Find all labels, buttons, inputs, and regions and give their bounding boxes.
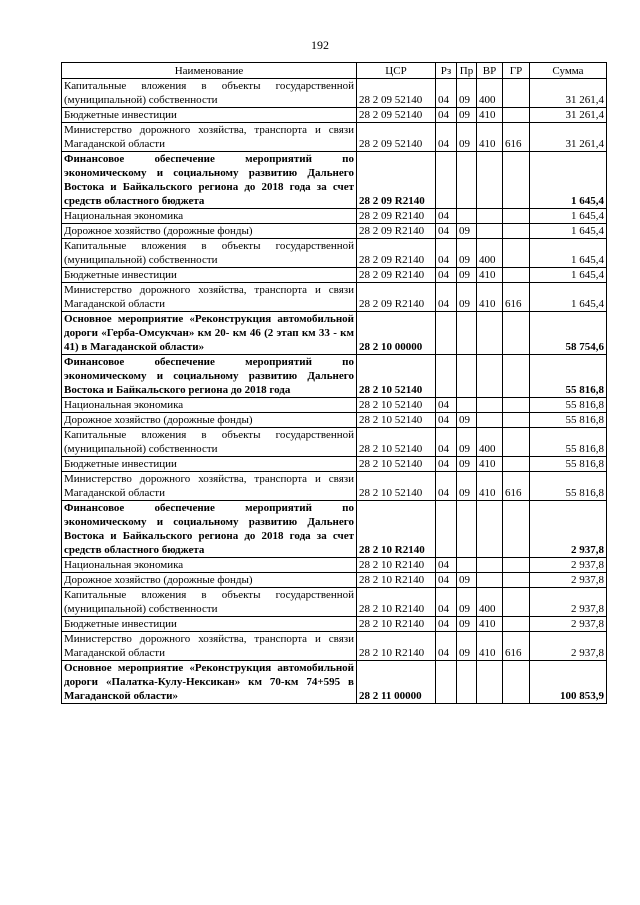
cell-sum: 1 645,4 — [530, 224, 607, 239]
table-row — [62, 355, 607, 398]
table-header-row — [62, 63, 607, 79]
cell-vr — [477, 398, 503, 413]
cell-vr — [477, 413, 503, 428]
cell-gr — [503, 413, 530, 428]
cell-vr: 400 — [477, 588, 503, 617]
cell-name: Финансовое обеспечение мероприятий по экономическому и социальному развитию Дальнего Востока и Байкальского региона до 2018 года за счет средств областного бюджета — [62, 501, 357, 558]
cell-pr: 09 — [457, 588, 477, 617]
cell-rz — [436, 152, 457, 209]
cell-pr — [457, 398, 477, 413]
cell-rz: 04 — [436, 573, 457, 588]
table-row — [62, 632, 607, 661]
cell-rz: 04 — [436, 617, 457, 632]
cell-name: Капитальные вложения в объекты государственной (муниципальной) собственности — [62, 239, 357, 268]
cell-sum: 55 816,8 — [530, 355, 607, 398]
cell-rz: 04 — [436, 472, 457, 501]
cell-vr: 400 — [477, 428, 503, 457]
cell-csr: 28 2 10 52140 — [357, 413, 436, 428]
cell-csr: 28 2 09 52140 — [357, 108, 436, 123]
cell-pr: 09 — [457, 239, 477, 268]
cell-rz: 04 — [436, 239, 457, 268]
cell-pr — [457, 312, 477, 355]
cell-sum: 55 816,8 — [530, 472, 607, 501]
cell-pr: 09 — [457, 268, 477, 283]
table-row — [62, 472, 607, 501]
header-sum: Сумма — [530, 63, 607, 79]
cell-vr — [477, 355, 503, 398]
cell-csr: 28 2 09 R2140 — [357, 224, 436, 239]
cell-vr: 410 — [477, 457, 503, 472]
cell-name: Дорожное хозяйство (дорожные фонды) — [62, 413, 357, 428]
cell-csr: 28 2 09 R2140 — [357, 152, 436, 209]
cell-sum: 55 816,8 — [530, 413, 607, 428]
cell-pr — [457, 152, 477, 209]
cell-rz: 04 — [436, 123, 457, 152]
table-row — [62, 501, 607, 558]
cell-gr — [503, 209, 530, 224]
cell-name: Дорожное хозяйство (дорожные фонды) — [62, 573, 357, 588]
cell-csr: 28 2 10 R2140 — [357, 573, 436, 588]
cell-rz: 04 — [436, 428, 457, 457]
cell-csr: 28 2 10 52140 — [357, 355, 436, 398]
cell-gr — [503, 457, 530, 472]
cell-rz: 04 — [436, 268, 457, 283]
cell-vr — [477, 312, 503, 355]
table-row — [62, 617, 607, 632]
cell-rz — [436, 661, 457, 704]
cell-name: Национальная экономика — [62, 209, 357, 224]
cell-gr: 616 — [503, 123, 530, 152]
cell-csr: 28 2 09 R2140 — [357, 209, 436, 224]
cell-pr — [457, 558, 477, 573]
cell-vr: 410 — [477, 617, 503, 632]
cell-name: Капитальные вложения в объекты государственной (муниципальной) собственности — [62, 428, 357, 457]
cell-csr: 28 2 10 52140 — [357, 472, 436, 501]
cell-csr: 28 2 11 00000 — [357, 661, 436, 704]
cell-gr — [503, 501, 530, 558]
cell-pr: 09 — [457, 413, 477, 428]
cell-gr — [503, 152, 530, 209]
cell-name: Министерство дорожного хозяйства, транспорта и связи Магаданской области — [62, 472, 357, 501]
cell-gr: 616 — [503, 283, 530, 312]
cell-rz: 04 — [436, 558, 457, 573]
table-row — [62, 224, 607, 239]
cell-name: Бюджетные инвестиции — [62, 268, 357, 283]
cell-sum: 58 754,6 — [530, 312, 607, 355]
cell-pr: 09 — [457, 108, 477, 123]
cell-name: Капитальные вложения в объекты государственной (муниципальной) собственности — [62, 588, 357, 617]
cell-sum: 100 853,9 — [530, 661, 607, 704]
header-gr: ГР — [503, 63, 530, 79]
cell-csr: 28 2 09 52140 — [357, 123, 436, 152]
cell-sum: 2 937,8 — [530, 573, 607, 588]
cell-gr — [503, 428, 530, 457]
table-row — [62, 413, 607, 428]
cell-rz: 04 — [436, 108, 457, 123]
cell-rz: 04 — [436, 79, 457, 108]
table-row — [62, 79, 607, 108]
cell-gr — [503, 239, 530, 268]
cell-pr: 09 — [457, 573, 477, 588]
cell-sum: 1 645,4 — [530, 283, 607, 312]
cell-gr — [503, 573, 530, 588]
cell-gr — [503, 108, 530, 123]
cell-csr: 28 2 09 R2140 — [357, 268, 436, 283]
cell-csr: 28 2 10 52140 — [357, 398, 436, 413]
cell-name: Основное мероприятие «Реконструкция автомобильной дороги «Герба-Омсукчан» км 20- км 46 (2 этап км 33 - км 41) в Магаданской области» — [62, 312, 357, 355]
cell-sum: 2 937,8 — [530, 558, 607, 573]
table-row — [62, 209, 607, 224]
header-name: Наименование — [62, 63, 357, 79]
cell-vr — [477, 501, 503, 558]
table-row — [62, 573, 607, 588]
cell-rz: 04 — [436, 209, 457, 224]
cell-name: Основное мероприятие «Реконструкция автомобильной дороги «Палатка-Кулу-Нексикан» км 70-км 74+595 в Магаданской области» — [62, 661, 357, 704]
table-row — [62, 457, 607, 472]
cell-rz: 04 — [436, 457, 457, 472]
cell-pr — [457, 501, 477, 558]
cell-gr — [503, 588, 530, 617]
cell-rz — [436, 501, 457, 558]
table-body — [62, 79, 607, 704]
cell-rz — [436, 355, 457, 398]
cell-pr: 09 — [457, 428, 477, 457]
page-number: 192 — [311, 38, 329, 52]
cell-csr: 28 2 10 R2140 — [357, 501, 436, 558]
cell-name: Капитальные вложения в объекты государственной (муниципальной) собственности — [62, 79, 357, 108]
cell-sum: 2 937,8 — [530, 588, 607, 617]
cell-pr: 09 — [457, 617, 477, 632]
table-row — [62, 661, 607, 704]
cell-gr — [503, 79, 530, 108]
cell-pr: 09 — [457, 123, 477, 152]
cell-rz: 04 — [436, 398, 457, 413]
cell-vr: 400 — [477, 79, 503, 108]
cell-pr: 09 — [457, 457, 477, 472]
cell-sum: 2 937,8 — [530, 632, 607, 661]
cell-csr: 28 2 10 R2140 — [357, 588, 436, 617]
cell-pr — [457, 355, 477, 398]
cell-pr: 09 — [457, 283, 477, 312]
cell-vr — [477, 224, 503, 239]
cell-sum: 1 645,4 — [530, 209, 607, 224]
cell-gr — [503, 398, 530, 413]
cell-rz: 04 — [436, 413, 457, 428]
cell-name: Национальная экономика — [62, 558, 357, 573]
cell-pr: 09 — [457, 224, 477, 239]
cell-vr — [477, 209, 503, 224]
cell-vr — [477, 152, 503, 209]
cell-gr — [503, 558, 530, 573]
cell-csr: 28 2 10 R2140 — [357, 558, 436, 573]
header-rz: Рз — [436, 63, 457, 79]
cell-gr — [503, 355, 530, 398]
cell-sum: 1 645,4 — [530, 268, 607, 283]
cell-rz: 04 — [436, 283, 457, 312]
cell-name: Дорожное хозяйство (дорожные фонды) — [62, 224, 357, 239]
cell-vr — [477, 661, 503, 704]
cell-gr: 616 — [503, 472, 530, 501]
cell-vr: 410 — [477, 283, 503, 312]
cell-name: Бюджетные инвестиции — [62, 617, 357, 632]
cell-vr: 410 — [477, 108, 503, 123]
cell-gr: 616 — [503, 632, 530, 661]
cell-vr: 410 — [477, 472, 503, 501]
table-row — [62, 558, 607, 573]
cell-sum: 31 261,4 — [530, 123, 607, 152]
cell-gr — [503, 224, 530, 239]
cell-rz: 04 — [436, 224, 457, 239]
cell-csr: 28 2 10 52140 — [357, 428, 436, 457]
cell-name: Бюджетные инвестиции — [62, 457, 357, 472]
cell-vr: 410 — [477, 268, 503, 283]
cell-name: Министерство дорожного хозяйства, транспорта и связи Магаданской области — [62, 123, 357, 152]
cell-name: Финансовое обеспечение мероприятий по экономическому и социальному развитию Дальнего Востока и Байкальского региона до 2018 года — [62, 355, 357, 398]
cell-sum: 2 937,8 — [530, 501, 607, 558]
cell-gr — [503, 661, 530, 704]
cell-pr: 09 — [457, 632, 477, 661]
header-pr: Пр — [457, 63, 477, 79]
cell-vr: 410 — [477, 632, 503, 661]
cell-name: Бюджетные инвестиции — [62, 108, 357, 123]
budget-table — [61, 62, 607, 704]
cell-sum: 31 261,4 — [530, 108, 607, 123]
cell-sum: 2 937,8 — [530, 617, 607, 632]
table-row — [62, 268, 607, 283]
cell-name: Министерство дорожного хозяйства, транспорта и связи Магаданской области — [62, 632, 357, 661]
cell-csr: 28 2 09 R2140 — [357, 239, 436, 268]
cell-csr: 28 2 10 00000 — [357, 312, 436, 355]
cell-vr — [477, 558, 503, 573]
cell-sum: 55 816,8 — [530, 428, 607, 457]
cell-name: Национальная экономика — [62, 398, 357, 413]
table-row — [62, 312, 607, 355]
cell-pr — [457, 209, 477, 224]
cell-csr: 28 2 10 52140 — [357, 457, 436, 472]
cell-csr: 28 2 10 R2140 — [357, 617, 436, 632]
cell-sum: 1 645,4 — [530, 239, 607, 268]
table-row — [62, 239, 607, 268]
cell-gr — [503, 617, 530, 632]
cell-pr: 09 — [457, 79, 477, 108]
cell-vr: 400 — [477, 239, 503, 268]
cell-csr: 28 2 10 R2140 — [357, 632, 436, 661]
header-vr: ВР — [477, 63, 503, 79]
table-row — [62, 283, 607, 312]
table-row — [62, 123, 607, 152]
cell-vr — [477, 573, 503, 588]
table-row — [62, 152, 607, 209]
cell-name: Финансовое обеспечение мероприятий по экономическому и социальному развитию Дальнего Востока и Байкальского региона до 2018 года за счет средств областного бюджета — [62, 152, 357, 209]
table-row — [62, 108, 607, 123]
cell-gr — [503, 312, 530, 355]
cell-pr: 09 — [457, 472, 477, 501]
cell-csr: 28 2 09 R2140 — [357, 283, 436, 312]
header-csr: ЦСР — [357, 63, 436, 79]
cell-rz — [436, 312, 457, 355]
cell-rz: 04 — [436, 632, 457, 661]
table-row — [62, 428, 607, 457]
cell-sum: 55 816,8 — [530, 457, 607, 472]
cell-sum: 31 261,4 — [530, 79, 607, 108]
cell-gr — [503, 268, 530, 283]
cell-csr: 28 2 09 52140 — [357, 79, 436, 108]
cell-sum: 1 645,4 — [530, 152, 607, 209]
cell-name: Министерство дорожного хозяйства, транспорта и связи Магаданской области — [62, 283, 357, 312]
cell-pr — [457, 661, 477, 704]
table-row — [62, 588, 607, 617]
cell-sum: 55 816,8 — [530, 398, 607, 413]
cell-vr: 410 — [477, 123, 503, 152]
cell-rz: 04 — [436, 588, 457, 617]
table-row — [62, 398, 607, 413]
